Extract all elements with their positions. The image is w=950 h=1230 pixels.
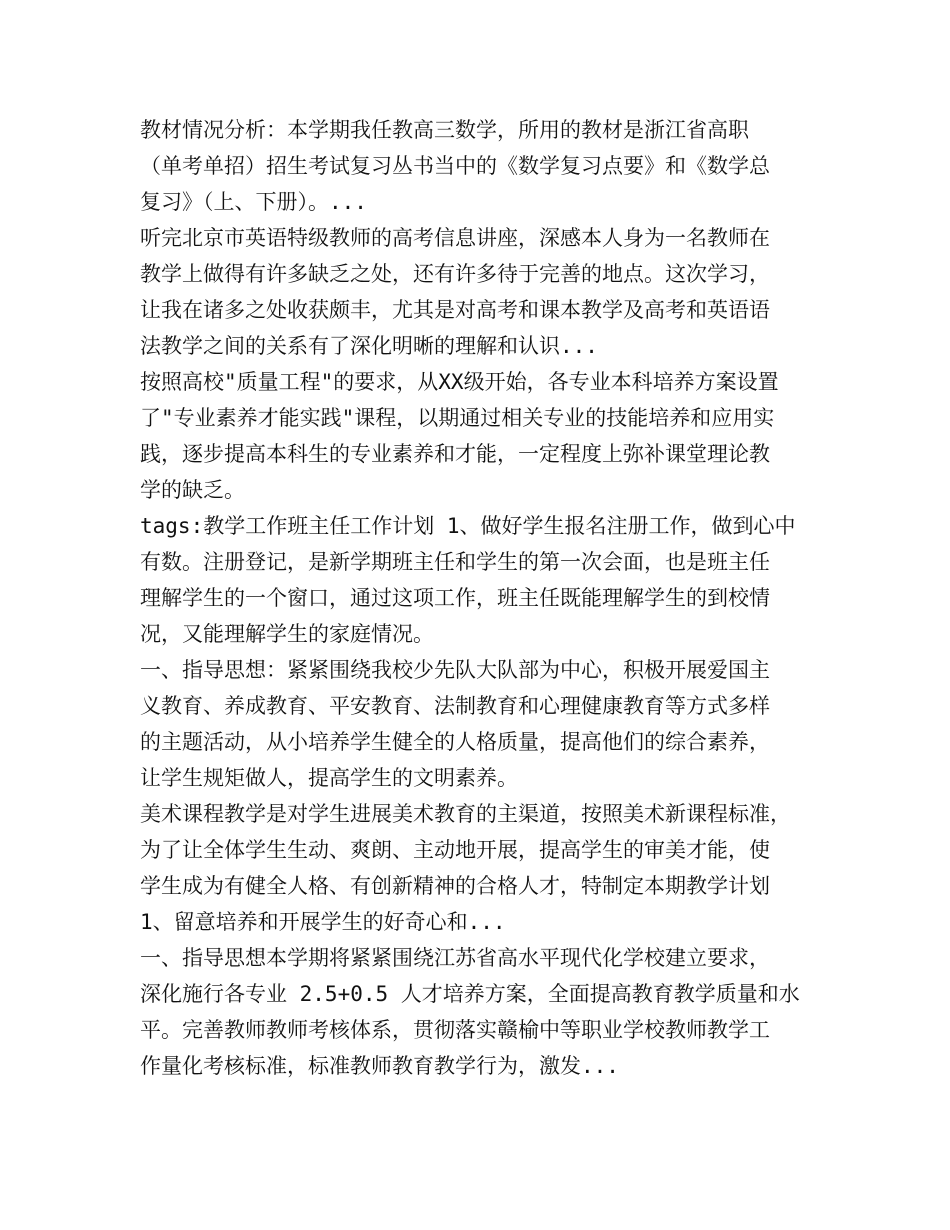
text-line: 1、留意培养和开展学生的好奇心和... (140, 910, 506, 934)
text-line: 深化施行各专业 2.5+0.5 人才培养方案，全面提高教育教学质量和水 (140, 982, 800, 1006)
text-line: 美术课程教学是对学生进展美术教育的主渠道，按照美术新课程标准， (140, 802, 791, 826)
paragraph-quality-project (140, 364, 830, 508)
text-line: 按照高校"质量工程"的要求，从XX级开始，各专业本科培养方案设置 (140, 370, 779, 394)
text-line: （单考单招）招生考试复习丛书当中的《数学复习点要》和《数学总 (140, 154, 770, 178)
paragraph-young-pioneers (140, 652, 830, 796)
text-line: 学生成为有健全人格、有创新精神的合格人才，特制定本期教学计划 (140, 874, 770, 898)
paragraph-art-curriculum (140, 796, 830, 940)
paragraph-textbook-analysis (140, 112, 830, 220)
text-line: 一、指导思想：紧紧围绕我校少先队大队部为中心，积极开展爱国主 (140, 658, 770, 682)
text-line: 的主题活动，从小培养学生健全的人格质量，提高他们的综合素养， (140, 730, 770, 754)
text-line: 一、指导思想本学期将紧紧围绕江苏省高水平现代化学校建立要求， (140, 946, 770, 970)
text-line: 听完北京市英语特级教师的高考信息讲座，深感本人身为一名教师在 (140, 226, 770, 250)
text-line: 况，又能理解学生的家庭情况。 (140, 622, 434, 646)
text-line: tags:教学工作班主任工作计划 1、做好学生报名注册工作，做到心中 (140, 514, 796, 538)
text-line: 让我在诸多之处收获颇丰，尤其是对高考和课本教学及高考和英语语 (140, 298, 770, 322)
text-line: 法教学之间的关系有了深化明晰的理解和认识... (140, 334, 598, 358)
paragraph-english-lecture (140, 220, 830, 364)
text-line: 教材情况分析：本学期我任教高三数学，所用的教材是浙江省高职 (140, 118, 749, 142)
paragraph-class-teacher-plan (140, 508, 830, 652)
text-line: 作量化考核标准，标准教师教育教学行为，激发... (140, 1054, 619, 1078)
text-line: 让学生规矩做人，提高学生的文明素养。 (140, 766, 518, 790)
text-line: 有数。注册登记，是新学期班主任和学生的第一次会面，也是班主任 (140, 550, 770, 574)
text-line: 义教育、养成教育、平安教育、法制教育和心理健康教育等方式多样 (140, 694, 770, 718)
text-line: 平。完善教师教师考核体系，贯彻落实赣榆中等职业学校教师教学工 (140, 1018, 770, 1042)
text-line: 复习》（上、下册）。... (140, 190, 367, 214)
text-line: 理解学生的一个窗口，通过这项工作，班主任既能理解学生的到校情 (140, 586, 770, 610)
text-line: 践，逐步提高本科生的专业素养和才能，一定程度上弥补课堂理论教 (140, 442, 770, 466)
text-line: 教学上做得有许多缺乏之处，还有许多待于完善的地点。这次学习， (140, 262, 770, 286)
paragraph-jiangsu-guidance (140, 940, 830, 1084)
document-body (140, 112, 830, 1084)
text-line: 了"专业素养才能实践"课程，以期通过相关专业的技能培养和应用实 (140, 406, 775, 430)
text-line: 为了让全体学生生动、爽朗、主动地开展，提高学生的审美才能，使 (140, 838, 770, 862)
text-line: 学的缺乏。 (140, 478, 245, 502)
